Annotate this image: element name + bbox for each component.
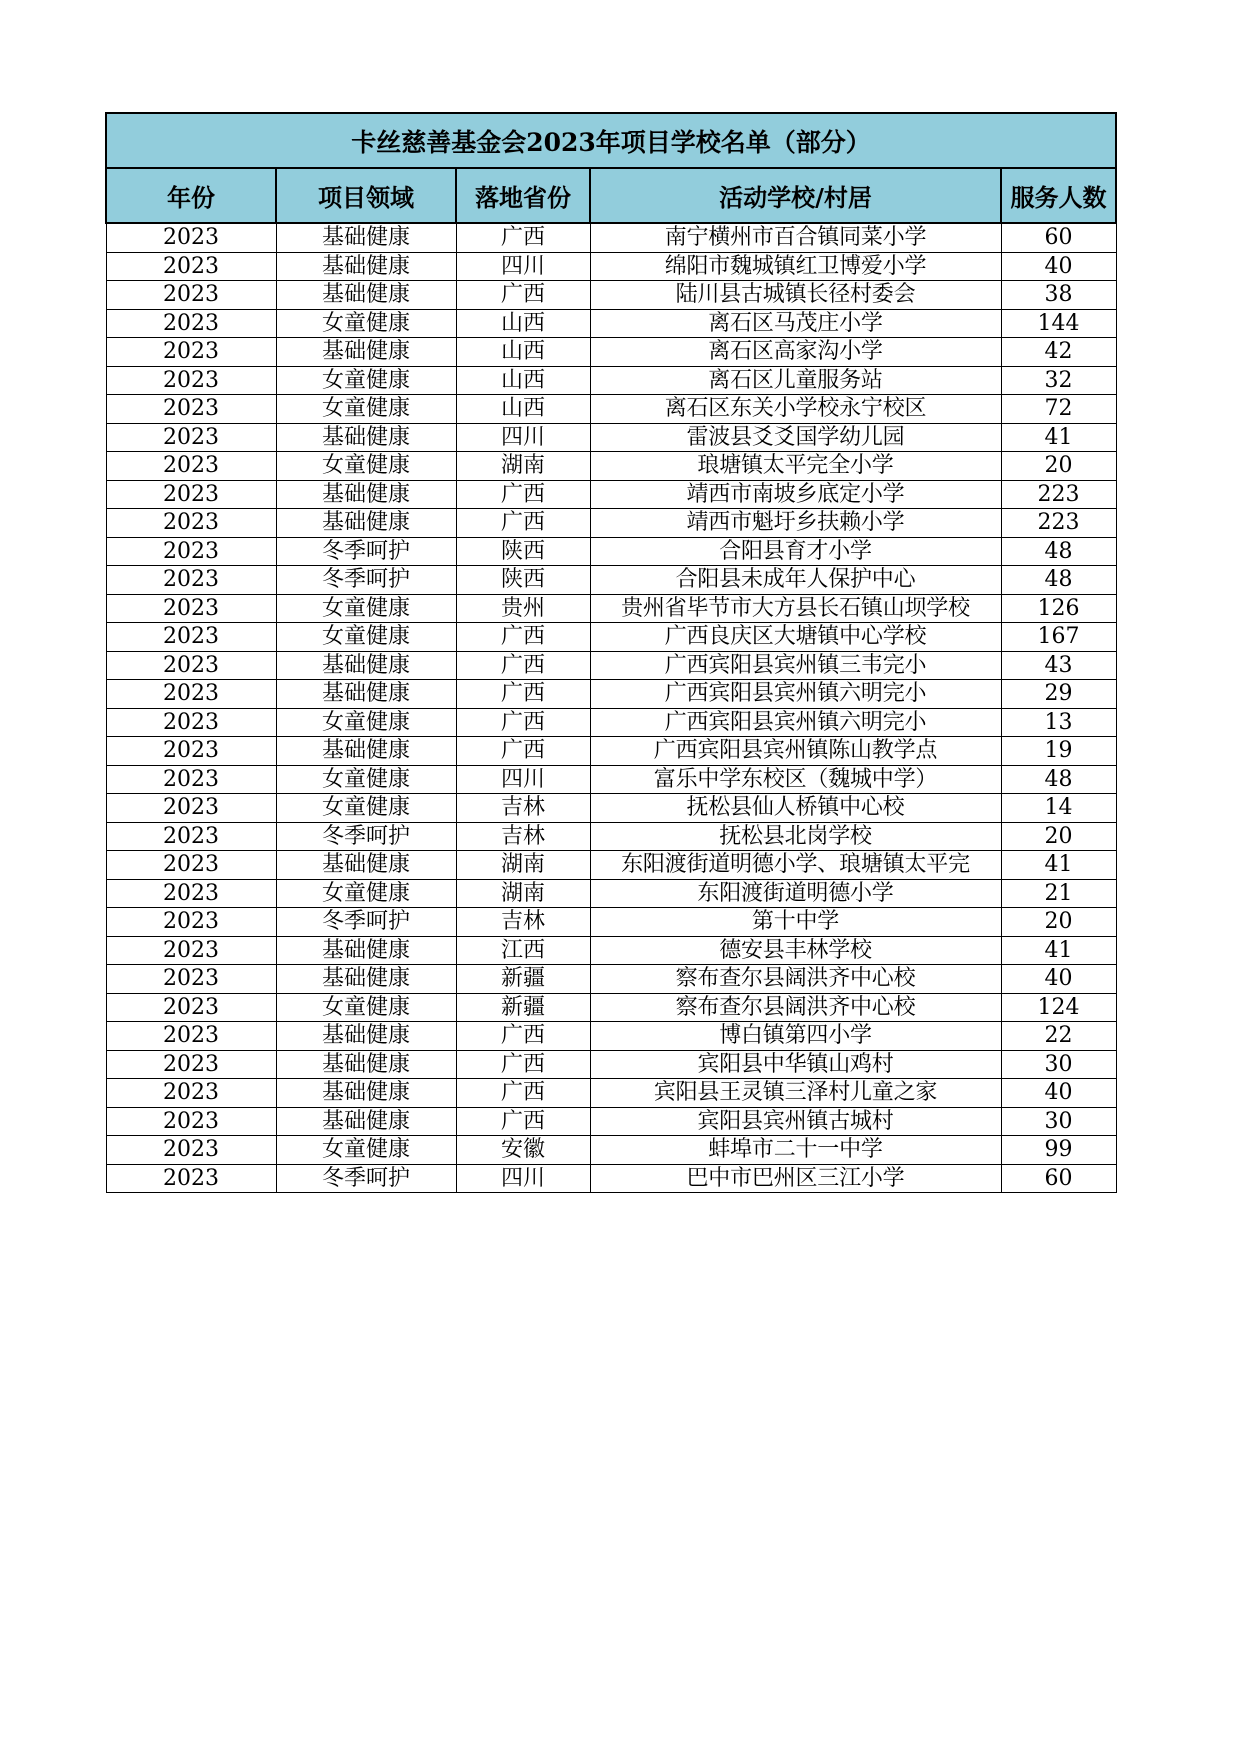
cell-province: 吉林 [456, 822, 590, 851]
cell-count: 48 [1001, 765, 1116, 794]
cell-year: 2023 [106, 566, 276, 595]
cell-field: 基础健康 [276, 423, 456, 452]
cell-field: 女童健康 [276, 794, 456, 823]
cell-year: 2023 [106, 708, 276, 737]
school-list-table [105, 112, 1117, 1193]
cell-school: 离石区儿童服务站 [590, 366, 1001, 395]
cell-field: 冬季呵护 [276, 822, 456, 851]
cell-province: 安徽 [456, 1136, 590, 1165]
cell-count: 14 [1001, 794, 1116, 823]
cell-field: 基础健康 [276, 223, 456, 252]
table-row [106, 708, 1116, 737]
column-header-year: 年份 [106, 168, 276, 223]
cell-count: 40 [1001, 1079, 1116, 1108]
cell-year: 2023 [106, 395, 276, 424]
cell-field: 基础健康 [276, 252, 456, 281]
cell-year: 2023 [106, 1164, 276, 1193]
cell-field: 女童健康 [276, 993, 456, 1022]
cell-field: 女童健康 [276, 623, 456, 652]
table-row [106, 252, 1116, 281]
cell-count: 60 [1001, 1164, 1116, 1193]
cell-province: 广西 [456, 708, 590, 737]
cell-school: 雷波县爻爻国学幼儿园 [590, 423, 1001, 452]
cell-province: 广西 [456, 680, 590, 709]
cell-count: 20 [1001, 908, 1116, 937]
table-row [106, 1022, 1116, 1051]
cell-count: 40 [1001, 965, 1116, 994]
table-row [106, 566, 1116, 595]
table-row [106, 794, 1116, 823]
cell-school: 东阳渡街道明德小学 [590, 879, 1001, 908]
cell-field: 女童健康 [276, 708, 456, 737]
cell-school: 贵州省毕节市大方县长石镇山坝学校 [590, 594, 1001, 623]
cell-school: 东阳渡街道明德小学、琅塘镇太平完 [590, 851, 1001, 880]
table-row [106, 594, 1116, 623]
cell-school: 广西宾阳县宾州镇陈山教学点 [590, 737, 1001, 766]
cell-year: 2023 [106, 1079, 276, 1108]
cell-count: 48 [1001, 537, 1116, 566]
cell-school: 靖西市魁圩乡扶赖小学 [590, 509, 1001, 538]
cell-school: 合阳县未成年人保护中心 [590, 566, 1001, 595]
table-row [106, 737, 1116, 766]
cell-school: 南宁横州市百合镇同菜小学 [590, 223, 1001, 252]
cell-school: 陆川县古城镇长径村委会 [590, 281, 1001, 310]
cell-count: 21 [1001, 879, 1116, 908]
cell-province: 陕西 [456, 566, 590, 595]
cell-count: 40 [1001, 252, 1116, 281]
cell-province: 湖南 [456, 879, 590, 908]
table-row [106, 338, 1116, 367]
cell-province: 广西 [456, 1022, 590, 1051]
table-row [106, 281, 1116, 310]
cell-field: 女童健康 [276, 452, 456, 481]
cell-field: 女童健康 [276, 366, 456, 395]
cell-count: 99 [1001, 1136, 1116, 1165]
cell-year: 2023 [106, 879, 276, 908]
school-list-sheet [105, 112, 1115, 1193]
table-row [106, 509, 1116, 538]
table-row [106, 879, 1116, 908]
cell-field: 基础健康 [276, 1107, 456, 1136]
cell-province: 新疆 [456, 993, 590, 1022]
cell-school: 广西宾阳县宾州镇六明完小 [590, 708, 1001, 737]
cell-school: 察布查尔县阔洪齐中心校 [590, 993, 1001, 1022]
cell-year: 2023 [106, 338, 276, 367]
cell-count: 38 [1001, 281, 1116, 310]
cell-school: 离石区东关小学校永宁校区 [590, 395, 1001, 424]
cell-field: 基础健康 [276, 1050, 456, 1079]
cell-year: 2023 [106, 680, 276, 709]
cell-field: 基础健康 [276, 737, 456, 766]
cell-province: 吉林 [456, 908, 590, 937]
cell-year: 2023 [106, 993, 276, 1022]
table-row [106, 993, 1116, 1022]
cell-year: 2023 [106, 594, 276, 623]
cell-count: 20 [1001, 822, 1116, 851]
cell-province: 贵州 [456, 594, 590, 623]
table-row [106, 623, 1116, 652]
cell-field: 基础健康 [276, 936, 456, 965]
cell-count: 167 [1001, 623, 1116, 652]
cell-field: 基础健康 [276, 965, 456, 994]
table-row [106, 537, 1116, 566]
cell-count: 223 [1001, 509, 1116, 538]
cell-count: 41 [1001, 851, 1116, 880]
cell-count: 126 [1001, 594, 1116, 623]
table-row [106, 908, 1116, 937]
cell-year: 2023 [106, 1107, 276, 1136]
cell-year: 2023 [106, 366, 276, 395]
cell-field: 冬季呵护 [276, 566, 456, 595]
cell-province: 广西 [456, 737, 590, 766]
table-row [106, 452, 1116, 481]
cell-count: 43 [1001, 651, 1116, 680]
cell-school: 琅塘镇太平完全小学 [590, 452, 1001, 481]
cell-school: 第十中学 [590, 908, 1001, 937]
cell-count: 32 [1001, 366, 1116, 395]
cell-province: 湖南 [456, 851, 590, 880]
cell-school: 蚌埠市二十一中学 [590, 1136, 1001, 1165]
cell-province: 湖南 [456, 452, 590, 481]
cell-field: 女童健康 [276, 395, 456, 424]
cell-field: 基础健康 [276, 1079, 456, 1108]
cell-count: 41 [1001, 936, 1116, 965]
cell-province: 广西 [456, 1050, 590, 1079]
table-row [106, 480, 1116, 509]
table-row [106, 223, 1116, 252]
cell-count: 60 [1001, 223, 1116, 252]
table-row [106, 395, 1116, 424]
cell-province: 四川 [456, 1164, 590, 1193]
cell-year: 2023 [106, 1136, 276, 1165]
cell-field: 基础健康 [276, 680, 456, 709]
cell-province: 广西 [456, 223, 590, 252]
cell-field: 女童健康 [276, 765, 456, 794]
cell-year: 2023 [106, 737, 276, 766]
cell-year: 2023 [106, 309, 276, 338]
table-row [106, 1136, 1116, 1165]
cell-count: 144 [1001, 309, 1116, 338]
cell-province: 四川 [456, 423, 590, 452]
cell-year: 2023 [106, 423, 276, 452]
cell-year: 2023 [106, 851, 276, 880]
cell-field: 基础健康 [276, 281, 456, 310]
cell-school: 绵阳市魏城镇红卫博爱小学 [590, 252, 1001, 281]
table-row [106, 1107, 1116, 1136]
cell-province: 四川 [456, 765, 590, 794]
cell-school: 广西良庆区大塘镇中心学校 [590, 623, 1001, 652]
cell-year: 2023 [106, 452, 276, 481]
cell-count: 19 [1001, 737, 1116, 766]
cell-year: 2023 [106, 281, 276, 310]
cell-year: 2023 [106, 965, 276, 994]
cell-year: 2023 [106, 223, 276, 252]
cell-count: 29 [1001, 680, 1116, 709]
cell-field: 冬季呵护 [276, 537, 456, 566]
cell-school: 富乐中学东校区（魏城中学） [590, 765, 1001, 794]
cell-province: 江西 [456, 936, 590, 965]
cell-count: 22 [1001, 1022, 1116, 1051]
cell-province: 陕西 [456, 537, 590, 566]
cell-province: 山西 [456, 395, 590, 424]
cell-school: 巴中市巴州区三江小学 [590, 1164, 1001, 1193]
table-title: 卡丝慈善基金会2023年项目学校名单（部分） [106, 113, 1116, 168]
cell-school: 察布查尔县阔洪齐中心校 [590, 965, 1001, 994]
cell-count: 72 [1001, 395, 1116, 424]
cell-province: 山西 [456, 366, 590, 395]
table-row [106, 1164, 1116, 1193]
column-header-row [106, 168, 1116, 223]
table-row [106, 366, 1116, 395]
cell-field: 冬季呵护 [276, 908, 456, 937]
cell-province: 广西 [456, 623, 590, 652]
cell-school: 广西宾阳县宾州镇六明完小 [590, 680, 1001, 709]
cell-field: 基础健康 [276, 480, 456, 509]
table-row [106, 1050, 1116, 1079]
cell-province: 广西 [456, 651, 590, 680]
cell-field: 基础健康 [276, 851, 456, 880]
cell-year: 2023 [106, 509, 276, 538]
cell-field: 女童健康 [276, 879, 456, 908]
cell-year: 2023 [106, 252, 276, 281]
cell-count: 48 [1001, 566, 1116, 595]
cell-school: 德安县丰林学校 [590, 936, 1001, 965]
cell-province: 山西 [456, 309, 590, 338]
cell-count: 42 [1001, 338, 1116, 367]
cell-year: 2023 [106, 765, 276, 794]
table-row [106, 965, 1116, 994]
cell-year: 2023 [106, 537, 276, 566]
cell-province: 山西 [456, 338, 590, 367]
cell-year: 2023 [106, 794, 276, 823]
table-row [106, 936, 1116, 965]
cell-count: 30 [1001, 1050, 1116, 1079]
cell-count: 20 [1001, 452, 1116, 481]
cell-year: 2023 [106, 1050, 276, 1079]
table-row [106, 1079, 1116, 1108]
cell-year: 2023 [106, 651, 276, 680]
cell-year: 2023 [106, 936, 276, 965]
table-row [106, 765, 1116, 794]
cell-school: 宾阳县王灵镇三泽村儿童之家 [590, 1079, 1001, 1108]
cell-year: 2023 [106, 908, 276, 937]
table-row [106, 423, 1116, 452]
cell-province: 广西 [456, 1079, 590, 1108]
table-title-row [106, 113, 1116, 168]
column-header-school: 活动学校/村居 [590, 168, 1001, 223]
cell-count: 41 [1001, 423, 1116, 452]
table-row [106, 822, 1116, 851]
cell-province: 广西 [456, 480, 590, 509]
table-row [106, 651, 1116, 680]
cell-year: 2023 [106, 1022, 276, 1051]
cell-school: 抚松县仙人桥镇中心校 [590, 794, 1001, 823]
cell-province: 广西 [456, 509, 590, 538]
table-body [106, 223, 1116, 1193]
cell-field: 女童健康 [276, 309, 456, 338]
cell-count: 13 [1001, 708, 1116, 737]
cell-count: 30 [1001, 1107, 1116, 1136]
column-header-province: 落地省份 [456, 168, 590, 223]
column-header-field: 项目领域 [276, 168, 456, 223]
cell-school: 靖西市南坡乡底定小学 [590, 480, 1001, 509]
cell-school: 合阳县育才小学 [590, 537, 1001, 566]
cell-school: 博白镇第四小学 [590, 1022, 1001, 1051]
cell-count: 223 [1001, 480, 1116, 509]
cell-province: 广西 [456, 281, 590, 310]
cell-year: 2023 [106, 623, 276, 652]
column-header-count: 服务人数 [1001, 168, 1116, 223]
cell-school: 抚松县北岗学校 [590, 822, 1001, 851]
cell-field: 基础健康 [276, 1022, 456, 1051]
table-row [106, 309, 1116, 338]
table-row [106, 851, 1116, 880]
cell-year: 2023 [106, 822, 276, 851]
cell-year: 2023 [106, 480, 276, 509]
cell-field: 基础健康 [276, 338, 456, 367]
cell-province: 新疆 [456, 965, 590, 994]
cell-school: 宾阳县宾州镇古城村 [590, 1107, 1001, 1136]
cell-school: 宾阳县中华镇山鸡村 [590, 1050, 1001, 1079]
cell-school: 离石区马茂庄小学 [590, 309, 1001, 338]
cell-field: 基础健康 [276, 651, 456, 680]
cell-province: 吉林 [456, 794, 590, 823]
cell-province: 四川 [456, 252, 590, 281]
cell-field: 女童健康 [276, 1136, 456, 1165]
cell-field: 冬季呵护 [276, 1164, 456, 1193]
cell-count: 124 [1001, 993, 1116, 1022]
table-row [106, 680, 1116, 709]
cell-field: 女童健康 [276, 594, 456, 623]
cell-school: 广西宾阳县宾州镇三韦完小 [590, 651, 1001, 680]
cell-school: 离石区高家沟小学 [590, 338, 1001, 367]
cell-field: 基础健康 [276, 509, 456, 538]
cell-province: 广西 [456, 1107, 590, 1136]
